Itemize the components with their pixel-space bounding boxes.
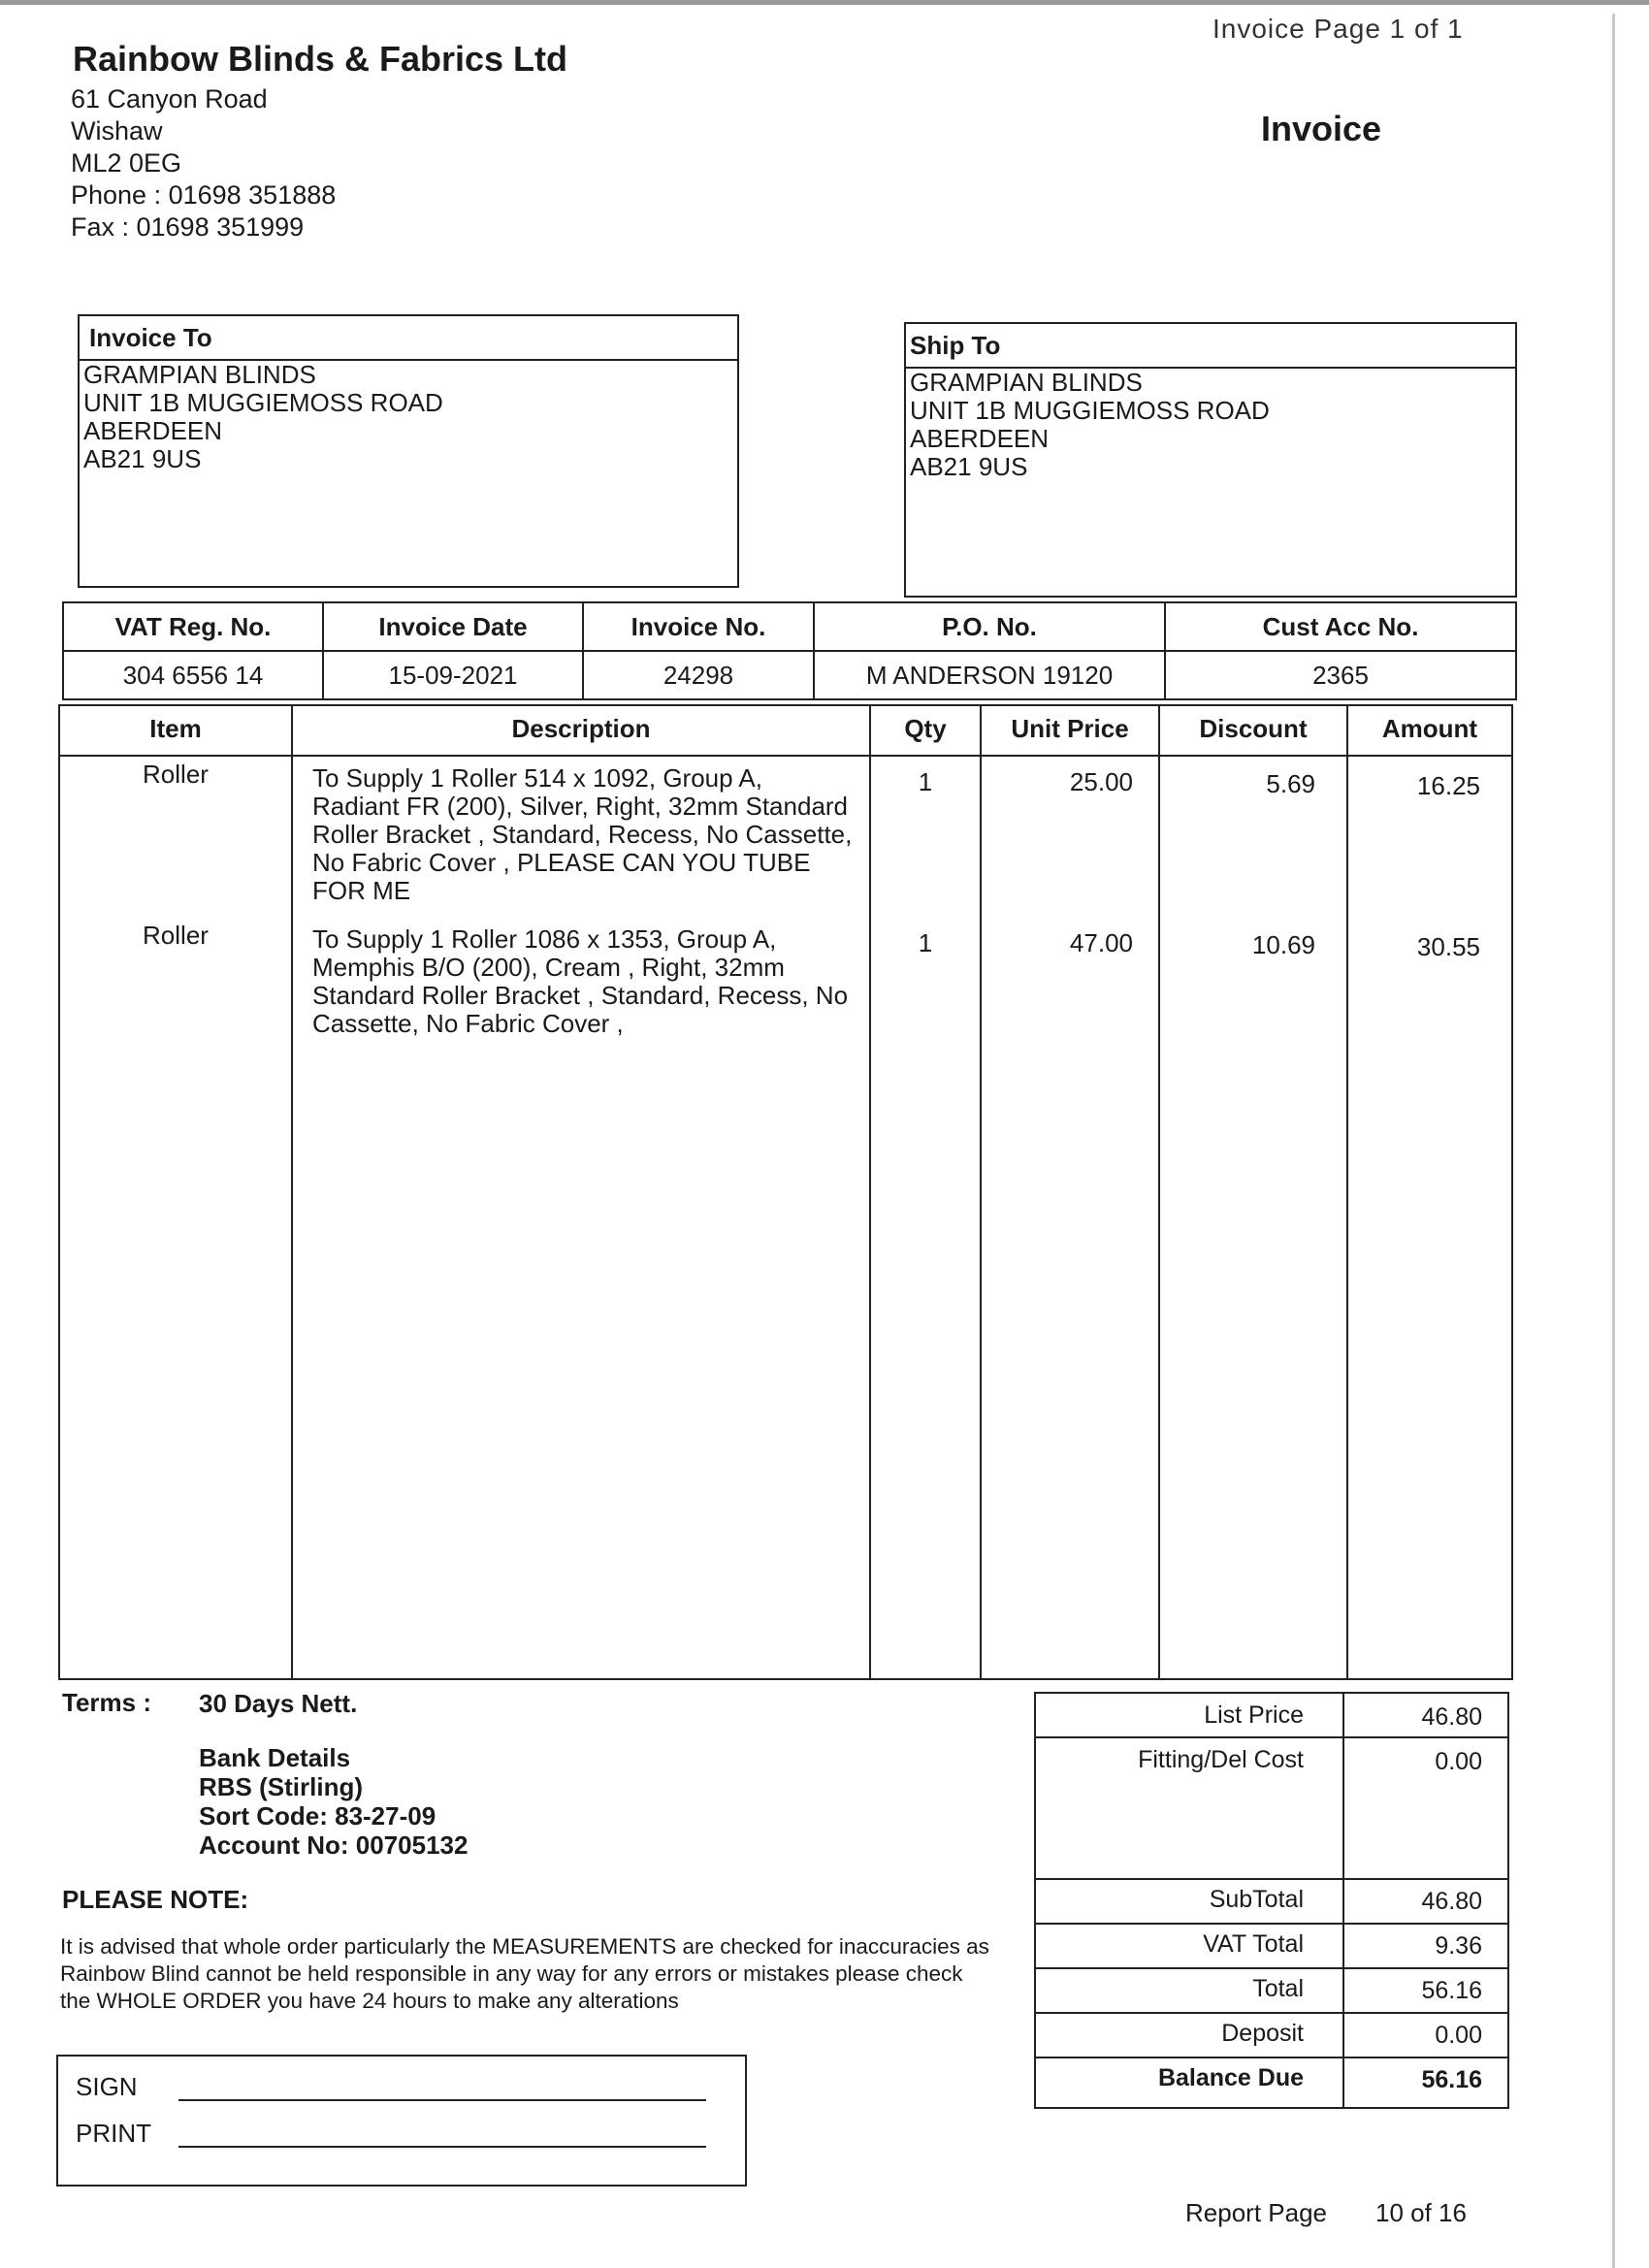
document-title: Invoice: [1261, 109, 1382, 148]
company-phone: Phone : 01698 351888: [71, 180, 337, 210]
bank-details-heading: Bank Details: [199, 1743, 351, 1772]
bank-account-no: Account No: 00705132: [199, 1831, 469, 1860]
report-page-value: 10 of 16: [1375, 2198, 1467, 2227]
description-line: No Fabric Cover , PLEASE CAN YOU TUBE: [312, 848, 811, 877]
invoice-date-header: Invoice Date: [323, 602, 583, 651]
unit-price-column-header: Unit Price: [1011, 714, 1129, 743]
invoice-to-line: AB21 9US: [83, 444, 202, 473]
terms-label: Terms :: [62, 1688, 151, 1717]
please-note-heading: PLEASE NOTE:: [62, 1885, 249, 1914]
totals-row-divider: [1036, 2057, 1507, 2058]
company-address-postcode: ML2 0EG: [71, 148, 182, 178]
cust-acc-header: Cust Acc No.: [1165, 602, 1516, 651]
fitting-value: 0.00: [1435, 1748, 1482, 1775]
description-line: Standard Roller Bracket , Standard, Recess, No: [312, 981, 849, 1010]
row-amount: 16.25: [1416, 771, 1480, 800]
please-note-text: It is advised that whole order particularly the MEASUREMENTS are checked for inaccuracies as Rainbow Blind cannot be held responsible in any way for any errors or mistakes please check the WHOLE ORDER you have 24 hours to make any alterations: [60, 1934, 989, 2013]
invoice-to-line: ABERDEEN: [83, 416, 223, 445]
row-qty: 1: [918, 767, 933, 796]
description-line: Memphis B/O (200), Cream , Right, 32mm: [312, 953, 785, 982]
row-unit-price: 47.00: [1069, 928, 1133, 957]
page-indicator: Invoice Page 1 of 1: [1212, 14, 1464, 44]
row-qty: 1: [918, 928, 933, 957]
company-name: Rainbow Blinds & Fabrics Ltd: [73, 39, 568, 79]
report-page-label: Report Page: [1185, 2198, 1327, 2227]
item-column-header: Item: [149, 714, 202, 743]
print-field[interactable]: [178, 2146, 706, 2148]
ship-to-line: ABERDEEN: [910, 424, 1050, 453]
invoice-no-value: 24298: [583, 651, 814, 699]
row-amount: 30.55: [1416, 932, 1480, 961]
row-discount: 5.69: [1266, 769, 1315, 798]
column-divider: [869, 706, 871, 1678]
vat-total-value: 9.36: [1435, 1932, 1482, 1960]
description-line: Roller Bracket , Standard, Recess, No Cassette,: [312, 820, 853, 849]
balance-due-value: 56.16: [1421, 2066, 1482, 2093]
total-label: Total: [1252, 1975, 1304, 2002]
column-divider: [980, 706, 982, 1678]
company-fax: Fax : 01698 351999: [71, 212, 305, 242]
balance-due-label: Balance Due: [1157, 2064, 1304, 2091]
column-divider: [1346, 706, 1348, 1678]
totals-row-divider: [1036, 1736, 1507, 1738]
bank-sort-code: Sort Code: 83-27-09: [199, 1801, 436, 1831]
ship-to-box: [904, 322, 1517, 598]
invoice-to-label: Invoice To: [80, 316, 737, 361]
description-column-header: Description: [511, 714, 651, 743]
items-table: [58, 704, 1513, 1680]
list-price-label: List Price: [1204, 1701, 1304, 1729]
description-line: FOR ME: [312, 876, 411, 905]
totals-row-divider: [1036, 1967, 1507, 1969]
row-discount: 10.69: [1251, 930, 1315, 959]
description-line: Radiant FR (200), Silver, Right, 32mm Standard: [312, 792, 849, 821]
subtotal-label: SubTotal: [1209, 1886, 1304, 1913]
signature-box: [56, 2055, 747, 2187]
totals-row-divider: [1036, 1923, 1507, 1925]
totals-row-divider: [1036, 1878, 1507, 1880]
sign-field[interactable]: [178, 2099, 706, 2101]
vat-reg-value: 304 6556 14: [63, 651, 323, 699]
description-line: To Supply 1 Roller 514 x 1092, Group A,: [312, 763, 762, 793]
deposit-value: 0.00: [1435, 2022, 1482, 2049]
company-address-town: Wishaw: [71, 116, 163, 146]
totals-row-divider: [1036, 2012, 1507, 2014]
column-divider: [291, 706, 293, 1678]
qty-column-header: Qty: [904, 714, 947, 743]
sign-label: SIGN: [76, 2072, 138, 2101]
po-no-value: M ANDERSON 19120: [814, 651, 1165, 699]
invoice-to-box: [78, 314, 739, 588]
totals-box: [1034, 1692, 1509, 2109]
scan-edge-right: [1612, 14, 1615, 2268]
fitting-label: Fitting/Del Cost: [1138, 1746, 1304, 1773]
invoice-to-line: GRAMPIAN BLINDS: [83, 360, 316, 389]
totals-column-divider: [1342, 1694, 1344, 2107]
ship-to-label: Ship To: [906, 324, 1515, 369]
subtotal-value: 46.80: [1421, 1888, 1482, 1915]
discount-column-header: Discount: [1199, 714, 1308, 743]
description-line: Cassette, No Fabric Cover ,: [312, 1009, 624, 1038]
cust-acc-value: 2365: [1165, 651, 1516, 699]
description-line: To Supply 1 Roller 1086 x 1353, Group A,: [312, 924, 777, 954]
scan-edge-top: [0, 0, 1649, 5]
row-item: Roller: [143, 921, 209, 950]
deposit-label: Deposit: [1221, 2020, 1304, 2047]
company-address-street: 61 Canyon Road: [71, 84, 268, 113]
row-item: Roller: [143, 760, 209, 789]
invoice-no-header: Invoice No.: [583, 602, 814, 651]
list-price-value: 46.80: [1421, 1703, 1482, 1731]
ship-to-line: UNIT 1B MUGGIEMOSS ROAD: [910, 396, 1270, 425]
vat-reg-header: VAT Reg. No.: [63, 602, 323, 651]
ship-to-line: GRAMPIAN BLINDS: [910, 368, 1143, 397]
header-divider: [60, 755, 1511, 757]
invoice-meta-table: [62, 601, 1517, 700]
terms-value: 30 Days Nett.: [199, 1689, 358, 1718]
row-unit-price: 25.00: [1069, 767, 1133, 796]
po-no-header: P.O. No.: [814, 602, 1165, 651]
print-label: PRINT: [76, 2119, 151, 2148]
column-divider: [1158, 706, 1160, 1678]
row-description: [312, 764, 869, 905]
amount-column-header: Amount: [1381, 714, 1478, 743]
total-value: 56.16: [1421, 1977, 1482, 2004]
invoice-date-value: 15-09-2021: [323, 651, 583, 699]
ship-to-line: AB21 9US: [910, 452, 1028, 481]
invoice-to-line: UNIT 1B MUGGIEMOSS ROAD: [83, 388, 443, 417]
row-description: [312, 925, 869, 1038]
bank-name: RBS (Stirling): [199, 1772, 363, 1801]
vat-total-label: VAT Total: [1203, 1930, 1304, 1958]
